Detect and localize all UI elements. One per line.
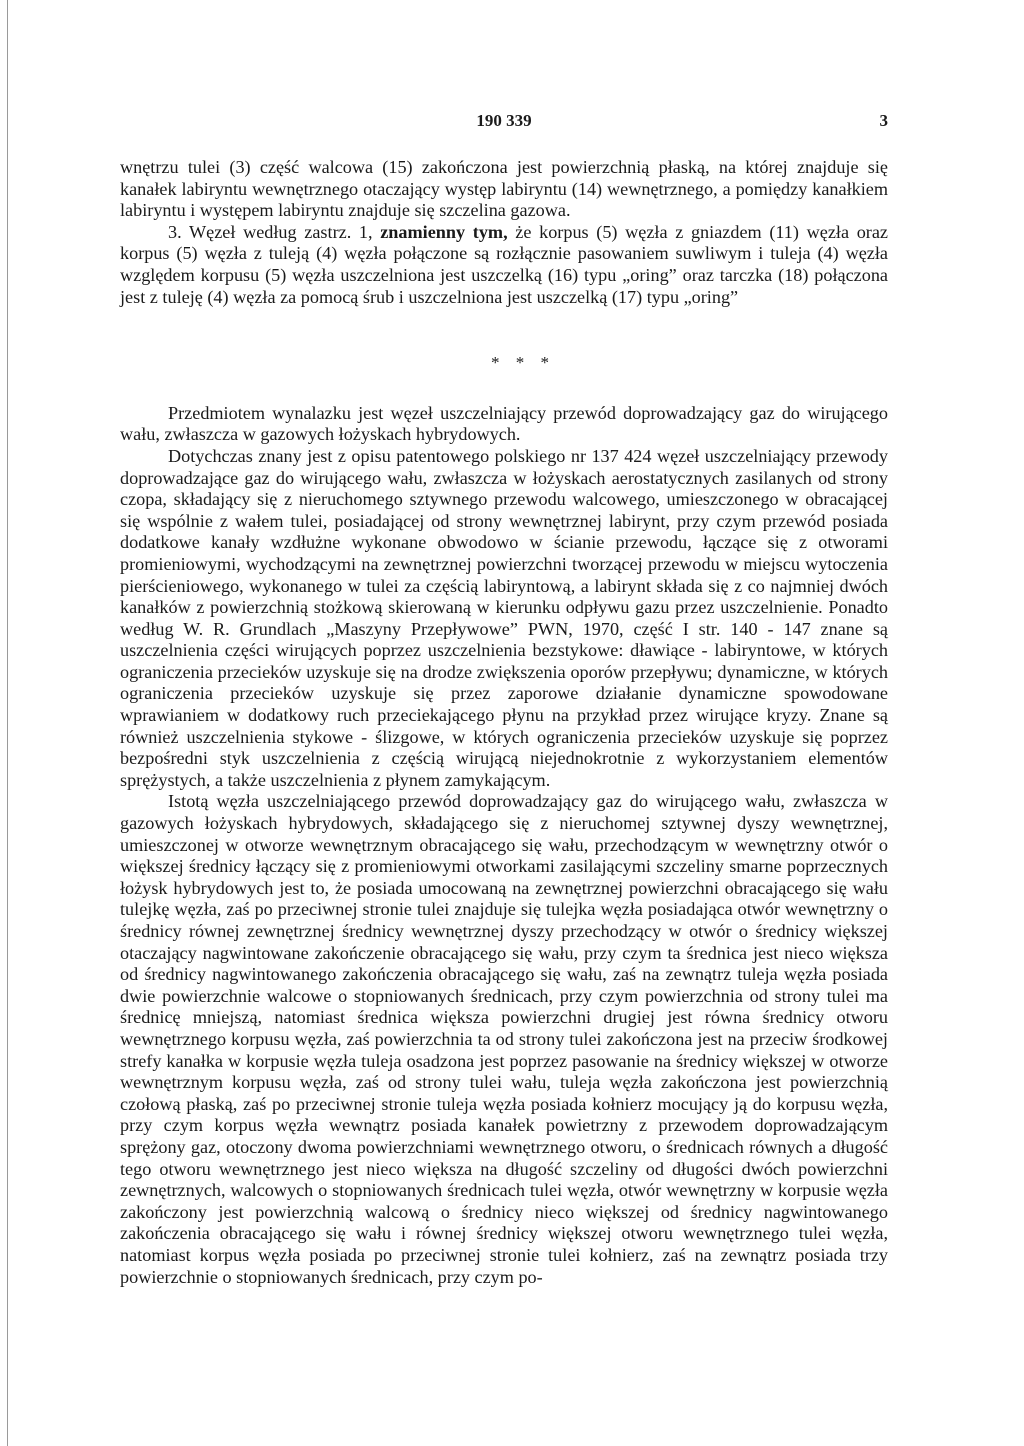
claim-3-rest: że korpus (5) węzła z gniazdem (11) węzła oraz korpus (5) węzła z tuleją (4) węzła połączone są rozłącznie pasowaniem suwliwym i tuleja (4) węzła względem korpusu (5) węzła uszczelniona jest uszczelką (16) typu „oring” oraz tarczka (18) połączona jest z tuleję (4) węzła za pomocą śrub i uszczelniona jest uszczelką (17) typu „oring” [120,221,888,307]
description-paragraph: Dotychczas znany jest z opisu patentowego polskiego nr 137 424 węzeł uszczelniający przewody doprowadzające gaz do wirującego wału, zwłaszcza w łożyskach aerostatycznych zasilanych od strony czopa, składający się z nieruchomego sztywnego przewodu walcowego, umieszczonego w obracającej się wspólnie z wałem tulei, posiadającej od strony wewnętrznej labirynt, przy czym przewód posiada dodatkowe kanały wzdłużne wykonane obwodowo w ścianie przewodu, łączące się z otworami promieniowymi, wychodzącymi na zewnętrznej powierzchni tworzącej przewodu w miejscu wytoczenia pierścieniowego, wykonanego w tulei za częścią labiryntową, a labirynt składa się z co najmniej dwóch kanałków z powierzchnią stożkową skierowaną w kierunku odpływu gazu przez uszczelnienie. Ponadto według W. R. Grundlach „Maszyny Przepływowe” PWN, 1970, część I str. 140 - 147 znane są uszczelnienia części wirujących poprzez uszczelnienia bezstykowe: dławiące - labiryntowe, w których ograniczenia przecieków uzyskuje się na drodze zwiększenia oporów przepływu; dynamiczne, w których ograniczenia przecieków uzyskuje się przez zaporowe działanie dynamiczne spowodowane wprawianiem w dodatkowy ruch przeciekającego płynu na przykład przez wirujące kryzy. Znane są również uszczelnienia stykowe - ślizgowe, w których ograniczenia przecieków uzyskuje się poprzez bezpośredni styk uszczelnienia z częścią wirującą niejednokrotnie z wykorzystaniem elementów sprężystych, a także uszczelnienia z płynem zamykającym. [120,445,888,790]
claim-continuation: wnętrzu tulei (3) część walcowa (15) zakończona jest powierzchnią płaską, na której znajduje się kanałek labiryntu wewnętrznego otaczający występ labiryntu (14) wewnętrznego, a pomiędzy kanałkiem labiryntu i występem labiryntu znajduje się szczelina gazowa. [120,157,888,221]
page-number: 3 [879,111,888,130]
description-paragraph: Istotą węzła uszczelniającego przewód doprowadzający gaz do wirującego wału, zwłaszcza w gazowych łożyskach hybrydowych, składającego się z nieruchomej sztywnej dyszy wewnętrznej, umieszczonej w otworze wewnętrznym obracającego się wału, przechodzącym w wewnętrzny otwór o większej średnicy łączący się z promieniowymi otworkami zasilającymi szczeliny smarne poprzecznych łożysk hybrydowych jest to, że posiada umocowaną na zewnętrznej powierzchni obracającego się wału tulejkę węzła, zaś po przeciwnej stronie tulei znajduje się tulejka węzła posiadająca otwór wewnętrzny o średnicy równej zewnętrznej średnicy wewnętrznej dyszy przechodzący w otwór o średnicy większej otaczający nagwintowane zakończenie obracającego się wału, przy czym ta średnica jest nieco większa od średnicy nagwintowanego zakończenia obracającego się wału, zaś na zewnątrz tuleja węzła posiada dwie powierzchnie walcowe o stopniowanych średnicach, przy czym powierzchnia od strony tulei ma średnicę mniejszą, natomiast średnica większa powierzchni drugiej jest równa średnicy otworu wewnętrznego korpusu węzła, zaś powierzchnia ta od strony tulei zakończona jest na przeciw środkowej strefy kanałka w korpusie węzła tuleja osadzona jest poprzez pasowanie na średnicy większej w otworze wewnętrznym korpusu węzła, zaś od strony tulei wału, tuleja węzła zakończona jest powierzchnią czołową płaską, zaś po przeciwnej stronie tuleja węzła posiada kołnierz mocujący ją do korpusu węzła, przy czym korpus węzła wewnątrz posiada kanałek powietrzny z przewodem doprowadzającym sprężony gaz, otoczony dwoma powierzchniami wewnętrznego otworu, o średnicach równych a długość tego otworu wewnętrznego jest nieco większa na długość szczeliny od długości dwóch powierzchni zewnętrznych, walcowych o stopniowanych średnicach tulei węzła, otwór wewnętrzny w korpusie węzła zakończony jest powierzchnią walcową o średnicy nieco większej od średnicy nagwintowanego zakończenia obracającego się wału i równej średnicy większej otworu wewnętrznego tulei węzła, natomiast korpus węzła posiada po przeciwnej stronie tulei kołnierz, zaś na zewnątrz posiada trzy powierzchnie o stopniowanych średnicach, przy czym po- [120,791,888,1287]
patent-number: 190 339 [476,111,532,130]
claim-3-start: 3. Węzeł według zastrz. 1, [168,221,381,242]
claim-3 [120,222,888,308]
scan-edge-line [7,0,8,1446]
page-header [120,111,888,133]
claim-3-emphasis: znamienny tym, [380,221,508,242]
document-body [120,157,888,1288]
description-paragraph: Przedmiotem wynalazku jest węzeł uszczelniający przewód doprowadzający gaz do wirującego wału, zwłaszcza w gazowych łożyskach hybrydowych. [120,402,888,445]
section-separator: * * * [491,353,555,373]
